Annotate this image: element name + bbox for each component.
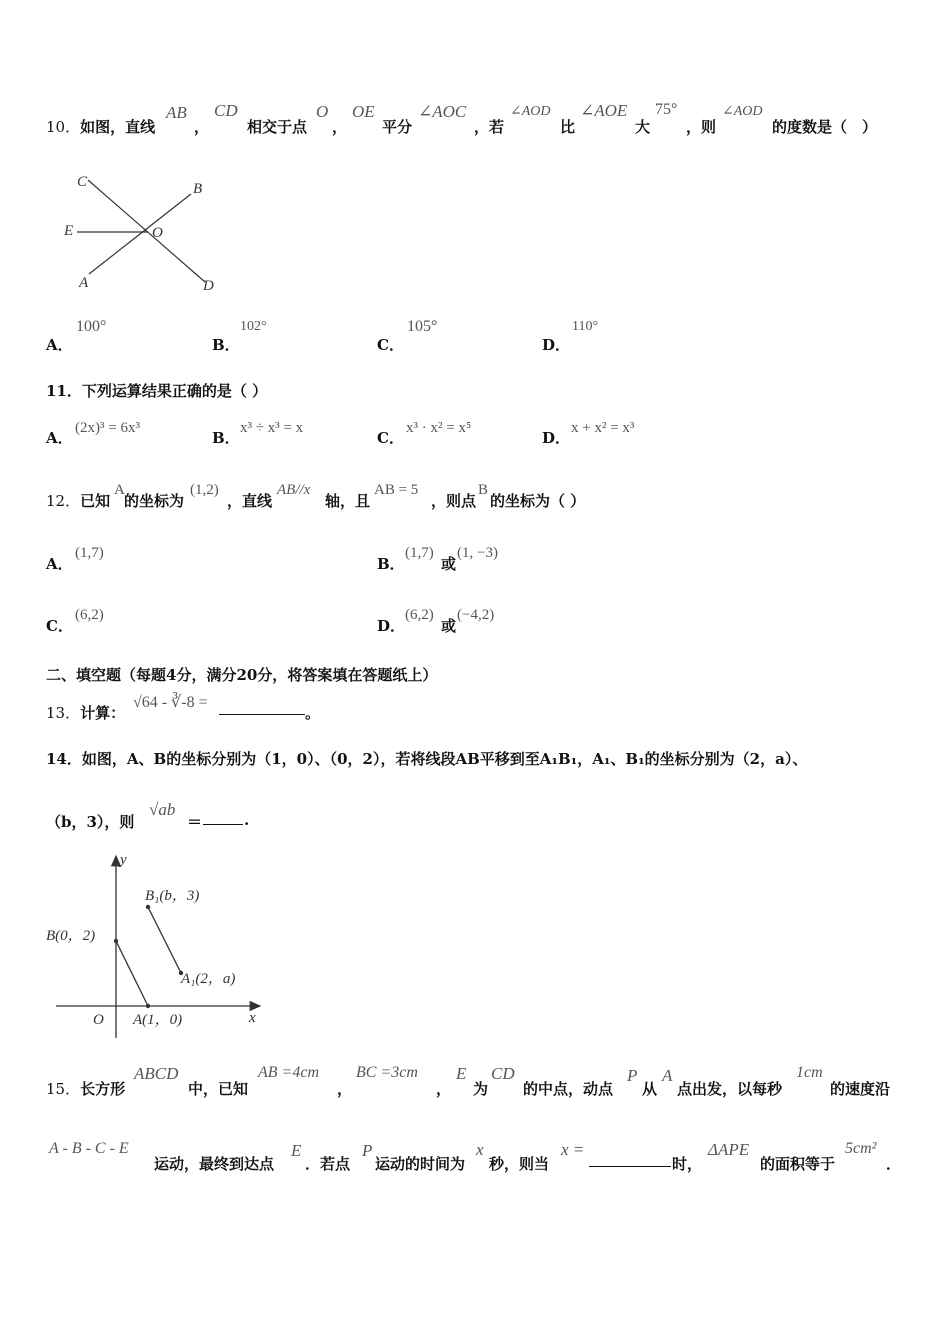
q15-math-e-2: E: [291, 1141, 302, 1160]
q10-math-angle-aod-2: ∠AOD: [722, 104, 763, 119]
q12-option-a-letter[interactable]: A．: [46, 555, 73, 573]
point-b: [114, 939, 118, 943]
q10-option-a-value: 100°: [76, 318, 107, 335]
q10-math-angle-aoe: ∠AOE: [580, 101, 628, 120]
q12-option-a-value: (1,7): [75, 545, 104, 561]
q10-math-75deg: 75°: [655, 101, 678, 118]
label-b: B: [193, 181, 203, 197]
q12-option-c-letter[interactable]: C．: [46, 617, 73, 635]
q15-math-a: A: [662, 1066, 673, 1085]
label-b1-coord: B₁(b，3): [145, 888, 200, 904]
q15-math-speed: 1cm: [796, 1064, 823, 1081]
q15-answer-blank[interactable]: [589, 1152, 671, 1167]
q10-option-a-letter[interactable]: A．: [46, 336, 73, 354]
q15-math-path: A - B - C - E: [49, 1140, 129, 1157]
q10-text-start: 10．如图，直线: [46, 118, 156, 136]
q15-math-e: E: [456, 1064, 467, 1083]
q12-math-b: B: [478, 482, 489, 498]
label-e: E: [64, 223, 74, 239]
q11-option-a-value: (2x)³ = 6x³: [75, 420, 140, 436]
label-a1-coord: A₁(2，a): [181, 971, 236, 987]
q13-math-expression: √64 - ∛-8 =: [133, 694, 208, 711]
q12-option-d-or: 或: [441, 617, 457, 635]
q12-option-c-value: (6,2): [75, 607, 104, 623]
q11-option-c-letter[interactable]: C．: [377, 429, 404, 447]
q10-option-c-value: 105°: [407, 318, 438, 335]
q10-option-b-value: 102°: [240, 319, 267, 334]
q10-option-b-letter[interactable]: B．: [212, 336, 240, 354]
q15-math-area: 5cm²: [845, 1140, 877, 1157]
label-origin: O: [93, 1012, 104, 1028]
q10-option-c-letter[interactable]: C．: [377, 336, 404, 354]
q12-option-b-value-1: (1,7): [405, 545, 434, 561]
q15-math-x-eq: x =: [561, 1140, 585, 1159]
q14-line-2-pre: （b，3），则: [46, 813, 135, 831]
line-ab: [89, 194, 191, 274]
q14-line-1: 14．如图，A、B的坐标分别为（1，0）、（0，2），若将线段AB平移到至A₁B₁，A₁、B₁的坐标分别为（2，a）、: [46, 750, 808, 768]
q14-math-sqrt-ab: √ab: [149, 800, 176, 819]
label-y: y: [120, 852, 127, 868]
q10-option-d-value: 110°: [572, 319, 599, 334]
q13-answer-blank[interactable]: [219, 700, 305, 715]
q12-text-start: 12．已知: [46, 492, 111, 510]
q15-math-bc-length: BC =3cm: [356, 1064, 418, 1081]
q11-option-c-value: x³ · x² = x⁵: [406, 420, 472, 436]
q11-option-d-value: x + x² = x³: [571, 420, 635, 436]
q12-math-length: AB = 5: [374, 482, 419, 498]
q10-math-angle-aoc: ∠AOC: [418, 102, 467, 121]
q15-math-ab-length: AB =4cm: [258, 1064, 319, 1081]
point-a: [146, 1004, 150, 1008]
q15-math-triangle-ape: ΔAPE: [708, 1140, 750, 1159]
point-b1: [146, 905, 150, 909]
q12-math-a: A: [114, 482, 125, 498]
q12-option-b-or: 或: [441, 555, 457, 573]
q11-option-a-letter[interactable]: A．: [46, 429, 73, 447]
q10-math-o: O: [316, 102, 329, 121]
label-b-coord: B(0，2): [46, 928, 96, 944]
q11-text: 11．下列运算结果正确的是（ ）: [46, 382, 268, 400]
q12-option-b-value-2: (1, −3): [457, 545, 498, 561]
q12-option-b-letter[interactable]: B．: [377, 555, 405, 573]
label-c: C: [77, 174, 88, 190]
q15-math-cd: CD: [491, 1064, 515, 1083]
q12-option-d-value-1: (6,2): [405, 607, 434, 623]
q10-figure-lines: [55, 168, 230, 300]
label-x: x: [249, 1010, 256, 1026]
q12-math-parallel: AB//x: [277, 482, 311, 498]
segment-a1b1: [148, 907, 181, 973]
q12-math-coord: (1,2): [190, 482, 219, 498]
label-d: D: [203, 278, 214, 294]
q10-math-ab: AB: [166, 103, 187, 122]
q15-text-start: 15．长方形: [46, 1080, 126, 1098]
q15-math-x: x: [476, 1140, 484, 1159]
q10-math-cd: CD: [214, 101, 238, 120]
q14-coordinate-figure: [44, 848, 274, 1038]
q15-math-p-2: P: [362, 1141, 373, 1160]
label-o: O: [152, 225, 163, 241]
label-a-coord: A(1，0): [133, 1012, 183, 1028]
segment-ab: [116, 941, 148, 1006]
q12-option-d-letter[interactable]: D．: [377, 617, 406, 635]
q15-math-abcd: ABCD: [134, 1064, 179, 1083]
q14-answer-blank[interactable]: [203, 810, 243, 825]
q11-option-b-letter[interactable]: B．: [212, 429, 240, 447]
section-2-heading: 二、填空题（每题4分，满分20分，将答案填在答题纸上）: [46, 666, 438, 684]
q15-math-p: P: [627, 1066, 638, 1085]
q12-option-d-value-2: (−4,2): [457, 607, 495, 623]
q11-option-d-letter[interactable]: D．: [542, 429, 571, 447]
q10-math-oe: OE: [352, 102, 375, 121]
q10-option-d-letter[interactable]: D．: [542, 336, 571, 354]
q13-text: 13．计算：: [46, 704, 126, 722]
line-cd: [88, 180, 205, 282]
q10-math-angle-aod: ∠AOD: [510, 104, 551, 119]
label-a: A: [79, 275, 89, 291]
q11-option-b-value: x³ ÷ x³ = x: [240, 420, 304, 436]
